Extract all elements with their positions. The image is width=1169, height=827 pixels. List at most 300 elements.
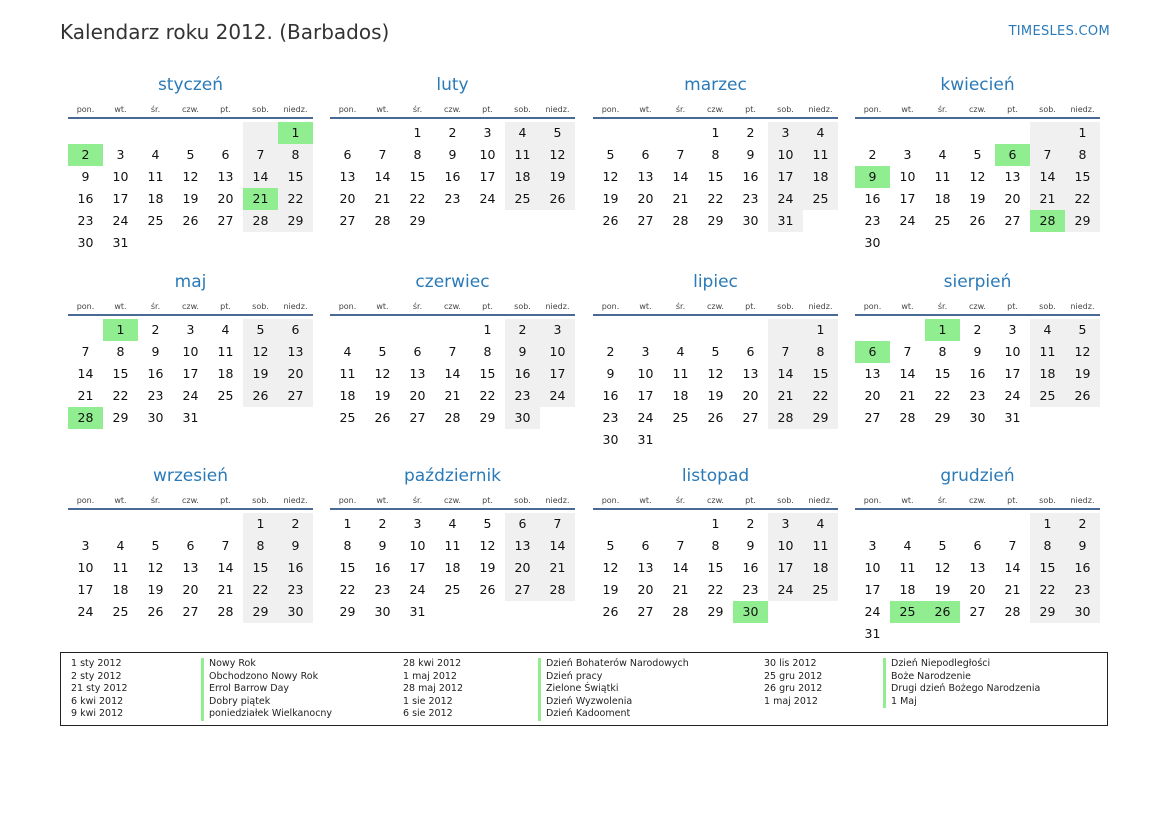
week-row	[593, 407, 838, 429]
day-cell: 4	[676, 344, 685, 359]
month-name: marzec	[684, 75, 747, 95]
day-cell: 9	[746, 147, 755, 162]
day-cell: 30	[602, 432, 619, 447]
holiday-day: 1	[925, 319, 960, 341]
day-cell: 1	[803, 319, 838, 341]
legend-holiday-name: Boże Narodzenie	[883, 671, 1040, 684]
weekday-label: śr.	[675, 302, 686, 311]
day-cell: 21	[899, 388, 916, 403]
week-row	[593, 429, 838, 451]
day-cell: 19	[934, 582, 951, 597]
weekday-label: niedz.	[283, 302, 308, 311]
day-cell: 2	[278, 513, 313, 535]
holiday-day: 28	[68, 407, 103, 429]
page-title: Kalendarz roku 2012. (Barbados)	[60, 20, 390, 44]
weekday-label: pon.	[863, 496, 882, 505]
weekday-header	[68, 490, 313, 508]
day-cell: 8	[413, 147, 422, 162]
day-cell: 14	[1004, 560, 1021, 575]
month-name: styczeń	[157, 75, 224, 95]
day-cell: 5	[711, 344, 720, 359]
day-cell: 27	[742, 410, 759, 425]
legend-holiday-name: Dzień pracy	[538, 671, 689, 684]
day-cell: 19	[969, 191, 986, 206]
day-cell: 23	[969, 388, 986, 403]
day-cell: 7	[676, 538, 685, 553]
day-cell: 6	[186, 538, 195, 553]
week-row	[593, 319, 838, 341]
day-cell: 26	[969, 213, 986, 228]
empty-cell	[365, 319, 400, 341]
day-cell: 16	[742, 169, 759, 184]
weekday-header	[68, 99, 313, 117]
empty-cell	[1030, 623, 1065, 645]
empty-cell	[960, 122, 995, 144]
day-cell: 14	[672, 560, 689, 575]
day-cell: 18	[217, 366, 234, 381]
legend-date: 1 sie 2012	[403, 695, 453, 707]
legend-date: 28 maj 2012	[403, 683, 464, 695]
day-cell: 9	[278, 535, 313, 557]
empty-cell	[470, 210, 505, 232]
holiday-day: 6	[855, 341, 890, 363]
empty-cell	[68, 122, 103, 144]
empty-cell	[890, 623, 925, 645]
day-cell: 12	[374, 366, 391, 381]
weekday-label: wt.	[376, 302, 389, 311]
day-cell: 18	[147, 191, 164, 206]
day-cell: 2	[448, 125, 457, 140]
day-cell: 18	[444, 560, 461, 575]
week-row	[68, 535, 313, 557]
legend-holiday-name: Dzień Niepodległości	[883, 658, 1040, 671]
empty-cell	[593, 122, 628, 144]
empty-cell	[995, 232, 1030, 254]
day-cell: 9	[81, 169, 90, 184]
day-cell: 9	[151, 344, 160, 359]
empty-cell	[855, 319, 890, 341]
day-cell: 19	[540, 166, 575, 188]
day-cell: 15	[707, 169, 724, 184]
day-cell: 1	[711, 516, 720, 531]
day-cell: 1	[243, 513, 278, 535]
empty-cell	[768, 429, 803, 451]
day-cell: 31	[1004, 410, 1021, 425]
day-cell: 17	[479, 169, 496, 184]
legend-date: 9 kwi 2012	[71, 708, 124, 720]
day-cell: 22	[339, 582, 356, 597]
week-row	[855, 144, 1100, 166]
day-cell: 10	[77, 560, 94, 575]
day-cell: 2	[973, 322, 982, 337]
day-cell: 19	[374, 388, 391, 403]
day-cell: 6	[221, 147, 230, 162]
day-cell: 22	[243, 579, 278, 601]
day-cell: 11	[899, 560, 916, 575]
day-cell: 2	[1065, 513, 1100, 535]
day-cell: 14	[77, 366, 94, 381]
weekday-label: wt.	[639, 302, 652, 311]
week-row	[330, 319, 575, 341]
weekday-label: niedz.	[1070, 496, 1095, 505]
empty-cell	[540, 210, 575, 232]
day-cell: 9	[505, 341, 540, 363]
day-cell: 13	[409, 366, 426, 381]
empty-cell	[628, 319, 663, 341]
weekday-label: pt.	[482, 302, 493, 311]
day-cell: 20	[182, 582, 199, 597]
week-row	[68, 166, 313, 188]
weekday-label: czw.	[969, 302, 986, 311]
day-cell: 8	[243, 535, 278, 557]
day-cell: 17	[540, 363, 575, 385]
day-cell: 17	[409, 560, 426, 575]
day-cell: 2	[606, 344, 615, 359]
day-cell: 29	[278, 210, 313, 232]
day-cell: 13	[864, 366, 881, 381]
day-cell: 25	[672, 410, 689, 425]
day-cell: 28	[374, 213, 391, 228]
day-cell: 13	[278, 341, 313, 363]
month-11	[593, 465, 838, 623]
legend-date: 6 sie 2012	[403, 708, 453, 720]
week-row	[855, 535, 1100, 557]
day-cell: 10	[1004, 344, 1021, 359]
day-cell: 27	[505, 579, 540, 601]
day-cell: 26	[707, 410, 724, 425]
day-cell: 11	[217, 344, 234, 359]
day-cell: 25	[934, 213, 951, 228]
weekday-label: pon.	[76, 302, 95, 311]
day-cell: 5	[606, 538, 615, 553]
day-cell: 14	[540, 535, 575, 557]
week-row	[330, 122, 575, 144]
month-7	[593, 271, 838, 451]
day-cell: 21	[1004, 582, 1021, 597]
empty-cell	[698, 319, 733, 341]
empty-cell	[628, 122, 663, 144]
day-cell: 10	[479, 147, 496, 162]
week-row	[593, 122, 838, 144]
day-cell: 7	[1008, 538, 1017, 553]
day-cell: 14	[768, 363, 803, 385]
day-cell: 7	[243, 144, 278, 166]
weekday-label: wt.	[114, 105, 127, 114]
header-rule	[68, 314, 313, 316]
site-link[interactable]: TIMESLES.COM	[1008, 24, 1110, 39]
day-cell: 14	[243, 166, 278, 188]
day-cell: 30	[374, 604, 391, 619]
empty-cell	[1030, 122, 1065, 144]
day-cell: 23	[374, 582, 391, 597]
month-name: kwiecień	[940, 75, 1015, 95]
empty-cell	[960, 623, 995, 645]
day-cell: 23	[742, 582, 759, 597]
week-row	[330, 557, 575, 579]
day-cell: 1	[1065, 122, 1100, 144]
weekday-label: sob.	[514, 105, 531, 114]
weekday-label: pt.	[482, 496, 493, 505]
weekday-header	[593, 490, 838, 508]
day-cell: 22	[803, 385, 838, 407]
day-cell: 24	[768, 188, 803, 210]
day-cell: 5	[973, 147, 982, 162]
day-cell: 19	[147, 582, 164, 597]
weekday-label: pon.	[338, 496, 357, 505]
day-cell: 26	[479, 582, 496, 597]
empty-cell	[68, 513, 103, 535]
day-cell: 28	[672, 604, 689, 619]
day-cell: 29	[934, 410, 951, 425]
weekday-label: pt.	[745, 105, 756, 114]
day-cell: 14	[672, 169, 689, 184]
day-cell: 14	[444, 366, 461, 381]
day-cell: 7	[676, 147, 685, 162]
day-cell: 21	[672, 191, 689, 206]
day-cell: 5	[186, 147, 195, 162]
day-cell: 19	[707, 388, 724, 403]
day-cell: 29	[707, 604, 724, 619]
holiday-day: 28	[1030, 210, 1065, 232]
day-cell: 21	[540, 557, 575, 579]
empty-cell	[733, 429, 768, 451]
empty-cell	[855, 122, 890, 144]
day-cell: 25	[217, 388, 234, 403]
day-cell: 27	[637, 213, 654, 228]
week-row	[68, 407, 313, 429]
weekday-label: czw.	[182, 302, 199, 311]
holiday-day: 30	[733, 601, 768, 623]
empty-cell	[663, 429, 698, 451]
day-cell: 9	[606, 366, 615, 381]
legend-holiday-name: Dzień Wyzwolenia	[538, 696, 689, 709]
day-cell: 17	[864, 582, 881, 597]
day-cell: 28	[217, 604, 234, 619]
day-cell: 23	[278, 579, 313, 601]
day-cell: 30	[505, 407, 540, 429]
empty-cell	[138, 232, 173, 254]
day-cell: 10	[112, 169, 129, 184]
day-cell: 5	[938, 538, 947, 553]
day-cell: 25	[803, 579, 838, 601]
legend-holiday-name: Obchodzono Nowy Rok	[201, 671, 332, 684]
day-cell: 8	[483, 344, 492, 359]
legend-holiday-name: 1 Maj	[883, 696, 1040, 709]
day-cell: 12	[969, 169, 986, 184]
day-cell: 23	[864, 213, 881, 228]
empty-cell	[1065, 407, 1100, 429]
day-cell: 31	[768, 210, 803, 232]
empty-cell	[960, 513, 995, 535]
day-cell: 16	[374, 560, 391, 575]
month-name: październik	[403, 466, 502, 486]
day-cell: 15	[479, 366, 496, 381]
day-cell: 3	[81, 538, 90, 553]
weekday-label: sob.	[252, 496, 269, 505]
weekday-label: czw.	[969, 105, 986, 114]
day-cell: 17	[768, 166, 803, 188]
empty-cell	[138, 513, 173, 535]
day-cell: 27	[409, 410, 426, 425]
day-cell: 14	[217, 560, 234, 575]
day-cell: 20	[217, 191, 234, 206]
legend-holiday-name: Drugi dzień Bożego Narodzenia	[883, 683, 1040, 696]
empty-cell	[505, 210, 540, 232]
week-row	[593, 166, 838, 188]
day-cell: 23	[444, 191, 461, 206]
legend-date: 2 sty 2012	[71, 670, 122, 682]
empty-cell	[173, 513, 208, 535]
week-row	[855, 385, 1100, 407]
day-cell: 24	[409, 582, 426, 597]
day-cell: 17	[77, 582, 94, 597]
legend-holiday-name: Dobry piątek	[201, 696, 332, 709]
week-row	[593, 188, 838, 210]
day-cell: 24	[899, 213, 916, 228]
day-cell: 20	[505, 557, 540, 579]
day-cell: 25	[803, 188, 838, 210]
month-name: grudzień	[940, 466, 1015, 486]
day-cell: 19	[602, 582, 619, 597]
day-cell: 21	[768, 385, 803, 407]
week-row	[593, 144, 838, 166]
day-cell: 21	[374, 191, 391, 206]
day-cell: 8	[803, 341, 838, 363]
day-cell: 29	[479, 410, 496, 425]
day-cell: 4	[1030, 319, 1065, 341]
weekday-label: wt.	[639, 496, 652, 505]
weekday-label: pon.	[863, 302, 882, 311]
week-row	[593, 579, 838, 601]
day-cell: 17	[637, 388, 654, 403]
legend-date: 26 gru 2012	[764, 683, 823, 695]
day-cell: 27	[864, 410, 881, 425]
day-cell: 26	[1065, 385, 1100, 407]
day-cell: 31	[112, 235, 129, 250]
weekday-label: wt.	[114, 496, 127, 505]
month-2	[330, 74, 575, 232]
weekday-label: pon.	[863, 105, 882, 114]
day-cell: 6	[641, 147, 650, 162]
week-row	[68, 122, 313, 144]
weekday-header	[855, 99, 1100, 117]
day-cell: 28	[899, 410, 916, 425]
day-cell: 15	[112, 366, 129, 381]
month-4	[855, 74, 1100, 254]
day-cell: 4	[151, 147, 160, 162]
weekday-label: pon.	[601, 105, 620, 114]
legend-date: 1 maj 2012	[403, 670, 457, 682]
week-row	[330, 385, 575, 407]
day-cell: 28	[540, 579, 575, 601]
weekday-label: pon.	[601, 496, 620, 505]
day-cell: 11	[803, 144, 838, 166]
empty-cell	[173, 122, 208, 144]
day-cell: 21	[1030, 188, 1065, 210]
day-cell: 4	[803, 513, 838, 535]
day-cell: 24	[112, 213, 129, 228]
day-cell: 17	[768, 557, 803, 579]
week-row	[593, 210, 838, 232]
day-cell: 22	[278, 188, 313, 210]
weekday-label: wt.	[376, 496, 389, 505]
day-cell: 7	[540, 513, 575, 535]
week-row	[593, 341, 838, 363]
week-row	[330, 579, 575, 601]
day-cell: 11	[339, 366, 356, 381]
day-cell: 7	[768, 341, 803, 363]
weekday-label: pon.	[338, 302, 357, 311]
weekday-label: śr.	[937, 302, 948, 311]
legend-date: 28 kwi 2012	[403, 658, 462, 669]
weekday-label: sob.	[777, 105, 794, 114]
day-cell: 29	[1065, 210, 1100, 232]
week-row	[68, 363, 313, 385]
day-cell: 22	[1065, 188, 1100, 210]
day-cell: 24	[540, 385, 575, 407]
weekday-label: niedz.	[1070, 105, 1095, 114]
day-cell: 6	[278, 319, 313, 341]
day-cell: 15	[243, 557, 278, 579]
empty-cell	[208, 232, 243, 254]
day-cell: 22	[707, 582, 724, 597]
legend-holiday-name: Zielone Świątki	[538, 683, 689, 696]
month-name: lipiec	[693, 272, 738, 292]
day-cell: 7	[378, 147, 387, 162]
day-cell: 18	[505, 166, 540, 188]
weekday-label: śr.	[675, 105, 686, 114]
legend-date: 6 kwi 2012	[71, 695, 124, 707]
day-cell: 17	[899, 191, 916, 206]
empty-cell	[1065, 623, 1100, 645]
empty-cell	[663, 122, 698, 144]
day-cell: 13	[505, 535, 540, 557]
week-row	[68, 210, 313, 232]
empty-cell	[330, 319, 365, 341]
weekday-label: czw.	[969, 496, 986, 505]
day-cell: 31	[409, 604, 426, 619]
weekday-label: śr.	[937, 105, 948, 114]
day-cell: 4	[221, 322, 230, 337]
legend-dates	[764, 658, 822, 708]
empty-cell	[540, 407, 575, 429]
day-cell: 12	[479, 538, 496, 553]
empty-cell	[925, 623, 960, 645]
empty-cell	[890, 122, 925, 144]
day-cell: 6	[746, 344, 755, 359]
day-cell: 31	[182, 410, 199, 425]
week-row	[855, 166, 1100, 188]
weekday-label: pon.	[338, 105, 357, 114]
day-cell: 22	[1030, 579, 1065, 601]
header-rule	[855, 117, 1100, 119]
empty-cell	[243, 232, 278, 254]
day-cell: 12	[934, 560, 951, 575]
month-name: luty	[436, 75, 469, 95]
day-cell: 11	[672, 366, 689, 381]
empty-cell	[890, 232, 925, 254]
week-row	[593, 557, 838, 579]
day-cell: 1	[1030, 513, 1065, 535]
empty-cell	[278, 232, 313, 254]
legend-holiday-name: Nowy Rok	[201, 658, 332, 671]
day-cell: 10	[182, 344, 199, 359]
week-row	[855, 601, 1100, 623]
week-row	[330, 210, 575, 232]
week-row	[593, 601, 838, 623]
month-name: wrzesień	[152, 466, 229, 486]
day-cell: 28	[1004, 604, 1021, 619]
